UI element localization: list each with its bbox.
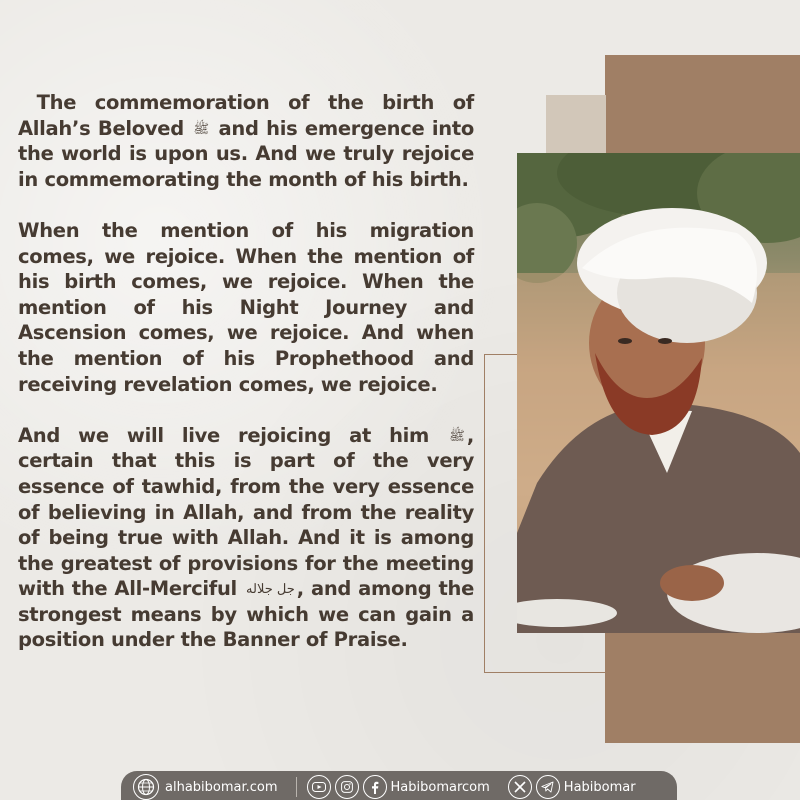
decorative-brown-block-top (605, 55, 800, 153)
telegram-icon[interactable] (536, 775, 560, 799)
decorative-line-vertical (484, 354, 485, 672)
facebook-icon[interactable] (363, 775, 387, 799)
paragraph-3-text-c: , and among the strongest means by which we can gain a position under the Banner of Praise. (18, 577, 474, 652)
footer-separator (296, 777, 297, 797)
paragraph-1 (18, 90, 474, 192)
paragraph-2-text: When the mention of his migration comes, we rejoice. When the mention of his birth comes, we rejoice. When the mention of his Night Journey and Ascension comes, we rejoice. And when the mention of his Prophethood and receiving revelation comes, we rejoice. (18, 218, 474, 396)
decorative-beige-block (546, 95, 606, 153)
telegram-handle[interactable]: Habibomar (563, 779, 636, 795)
decorative-line-bottom (484, 672, 605, 673)
paragraph-3-text-b: , certain that this is part of the very essence of tawhid, from the very essence of believing in Allah, and from the reality of being true with Allah. And it is among the greatest of provisions for the meeting with the All-Merciful (18, 423, 474, 601)
footer-bar (121, 771, 677, 800)
x-icon[interactable] (508, 775, 532, 799)
globe-icon (133, 774, 159, 800)
paragraph-1-text-a: The commemoration of the birth of Allah’s Beloved (18, 91, 474, 140)
honorific-salawat-1: ﷺ (193, 121, 210, 137)
portrait-photo (517, 153, 800, 633)
youtube-icon[interactable] (307, 775, 331, 799)
paragraph-3 (18, 423, 474, 653)
decorative-line-top (484, 354, 517, 355)
quote-text (18, 90, 474, 679)
website-link[interactable]: alhabibomar.com (165, 779, 278, 795)
paragraph-1-text-b: and his emergence into the world is upon us. And we truly rejoice in commemorating the month of his birth. (18, 116, 475, 191)
paragraph-2 (18, 218, 474, 397)
honorific-salawat-2: ﷺ (449, 428, 465, 444)
paragraph-3-text-a: And we will live rejoicing at him (18, 423, 448, 447)
instagram-icon[interactable] (335, 775, 359, 799)
honorific-jalla-jalaluh: جل جلاله (246, 582, 295, 598)
facebook-handle[interactable]: Habibomarcom (390, 779, 490, 795)
decorative-brown-block-bottom (605, 633, 800, 743)
